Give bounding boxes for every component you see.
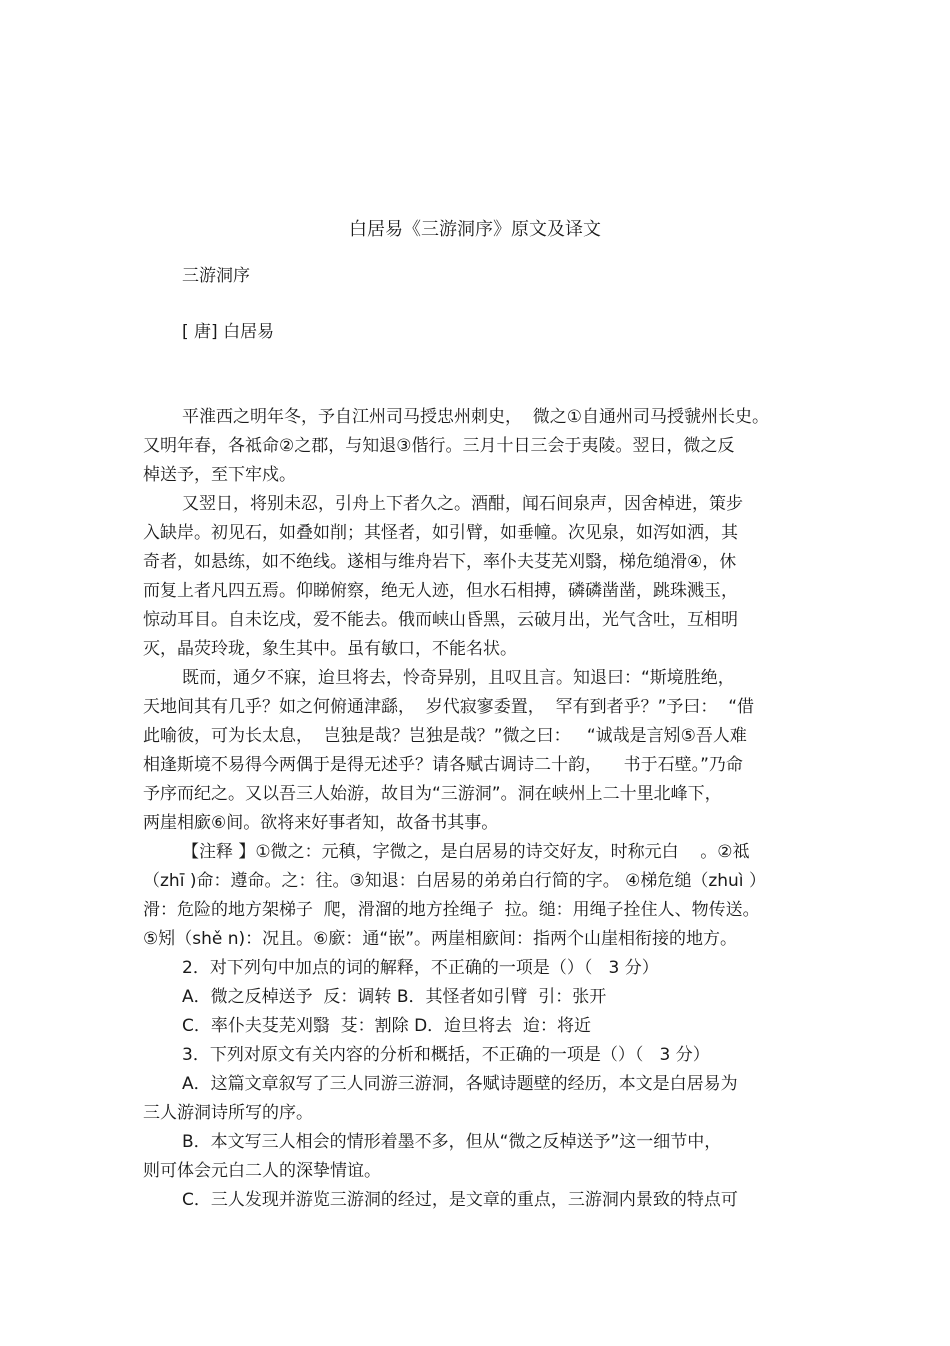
notes-line: 【注释 】①微之：元稹，字微之，是白居易的诗交好友，时称元白 。②祗 xyxy=(182,842,750,862)
question-line: 2．对下列句中加点的词的解释，不正确的一项是（）（ 3 分） xyxy=(182,958,659,978)
text-line: 相逢斯境不易得今两偶于是得无述乎？请各赋古调诗二十韵， 书于石壁。”乃命 xyxy=(143,755,743,775)
text-line: 入缺岸。初见石，如叠如削；其怪者，如引臂，如垂幢。次见泉，如泻如洒，其 xyxy=(143,523,738,543)
text-line: 惊动耳目。自未讫戌，爱不能去。俄而峡山昏黑，云破月出，光气含吐，互相明 xyxy=(143,610,738,630)
question-option: A．这篇文章叙写了三人同游三游洞，各赋诗题壁的经历，本文是白居易为 xyxy=(182,1074,738,1094)
question-option: A．微之反棹送予 反：调转 B．其怪者如引臂 引：张开 xyxy=(182,987,607,1007)
text-line: 棹送予，至下牢戍。 xyxy=(143,465,296,485)
text-line: 两崖相廞⑥间。欲将来好事者知，故备书其事。 xyxy=(143,813,499,833)
text-line: 予序而纪之。又以吾三人始游，故目为“三游洞”。洞在峡州上二十里北峰下， xyxy=(143,784,722,804)
question-option: 三人游洞诗所写的序。 xyxy=(143,1103,313,1123)
question-option: B．本文写三人相会的情形着墨不多，但从“微之反棹送予”这一细节中， xyxy=(182,1132,722,1152)
text-line: 天地间其有几乎？如之何俯通津繇， 岁代寂寥委置， 罕有到者乎？”予曰： “借 xyxy=(143,697,755,717)
question-option: C．三人发现并游览三游洞的经过，是文章的重点，三游洞内景致的特点可 xyxy=(182,1190,738,1210)
notes-line: 滑：危险的地方架梯子 爬，滑溜的地方拴绳子 拉。缒：用绳子拴住人、物传送。 xyxy=(143,900,760,920)
text-line: 又明年春，各祗命②之郡，与知退③偕行。三月十日三会于夷陵。翌日，微之反 xyxy=(143,436,735,456)
text-line: 奇者，如悬练，如不绝线。遂相与维舟岩下，率仆夫芟芜刈翳，梯危缒滑④，休 xyxy=(143,552,737,572)
notes-line: （zhī )命：遵命。之：往。③知退：白居易的弟弟白行简的字。 ④梯危缒（zhuì ） xyxy=(143,871,766,891)
author-line: [ 唐] 白居易 xyxy=(182,322,275,342)
text-line: 灭，晶荧玲珑，象生其中。虽有敏口，不能名状。 xyxy=(143,639,517,659)
text-line: 而复上者凡四五焉。仰睇俯察，绝无人迹，但水石相搏，磷磷凿凿，跳珠溅玉， xyxy=(143,581,738,601)
notes-line: ⑤矧（shě n)：况且。⑥廞：通“嵌”。两崖相廞间：指两个山崖相衔接的地方。 xyxy=(143,929,737,949)
question-option: C．率仆夫芟芜刈翳 芟：割除 D．迨旦将去 迨：将近 xyxy=(182,1016,591,1036)
question-line: 3．下列对原文有关内容的分析和概括，不正确的一项是（）（ 3 分） xyxy=(182,1045,710,1065)
page-title: 白居易《三游洞序》原文及译文 xyxy=(349,219,601,240)
text-line: 平淮西之明年冬，予自江州司马授忠州刺史， 微之①自通州司马授虢州长史。 xyxy=(182,407,770,427)
text-line: 此喻彼，可为长太息， 岂独是哉？岂独是哉？”微之曰： “诚哉是言矧⑤吾人难 xyxy=(143,726,747,746)
question-option: 则可体会元白二人的深挚情谊。 xyxy=(143,1161,381,1181)
section-heading: 三游洞序 xyxy=(182,266,250,286)
text-line: 既而，通夕不寐，迨旦将去，怜奇异别，且叹且言。知退曰：“斯境胜绝， xyxy=(182,668,735,688)
text-line: 又翌日，将别未忍，引舟上下者久之。酒酣，闻石间泉声，因舍棹进，策步 xyxy=(182,494,743,514)
